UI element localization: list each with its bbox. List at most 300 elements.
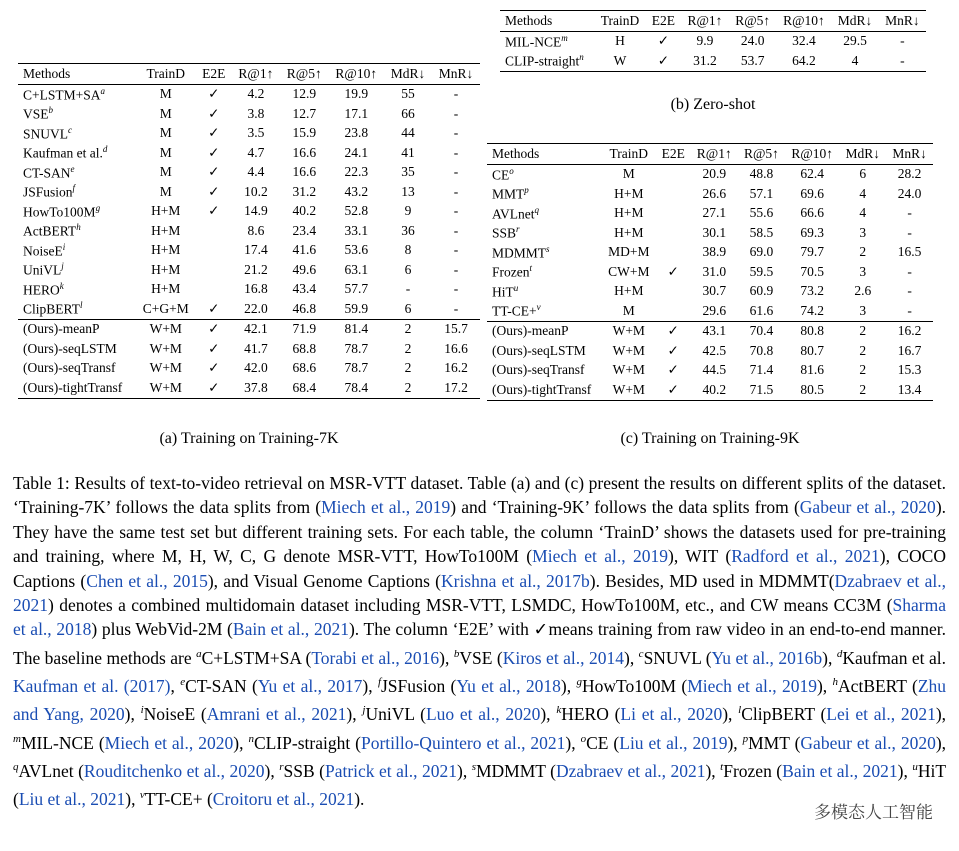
value-cell: 66.6	[800, 205, 825, 221]
column-header: R@5↑	[738, 144, 785, 165]
value-cell: ✓	[656, 380, 691, 400]
value-cell: 53.7	[729, 51, 777, 71]
header-row	[500, 11, 926, 32]
value-cell: 10.2	[244, 183, 268, 199]
value-cell: 59.9	[344, 300, 369, 316]
value-cell	[656, 301, 691, 321]
method-cell: UniVL$^j$	[23, 261, 64, 278]
citation-link[interactable]: Dzabraev et al., 2021	[555, 760, 706, 781]
column-header: R@1↑	[232, 64, 280, 85]
value-cell: 61.6	[749, 302, 774, 318]
value-cell	[196, 221, 232, 241]
column-header: R@10↑	[328, 64, 384, 85]
value-cell: 37.8	[232, 378, 280, 398]
value-cell	[656, 184, 691, 204]
value-cell: 44	[401, 125, 415, 141]
method-cell: $CE^o$	[492, 165, 514, 182]
value-cell: 3.5	[247, 125, 265, 141]
value-cell: 9	[404, 203, 412, 219]
value-cell: 80.7	[800, 342, 825, 358]
value-cell: -	[453, 125, 459, 141]
citation-link[interactable]: Sharma et al., 2018	[13, 595, 946, 640]
value-cell: 16.8	[244, 281, 268, 297]
value-cell: 24.0	[740, 33, 765, 49]
value-cell: 40.2	[691, 380, 738, 400]
citation-link[interactable]: Yu et al., 2018	[456, 675, 561, 696]
value-cell: 4.4	[247, 164, 265, 180]
table-a-caption: (a) Training on Training-7K	[159, 430, 339, 447]
value-cell: H+M	[151, 242, 181, 258]
value-cell: 6	[404, 300, 412, 316]
value-cell: 17.4	[244, 242, 268, 258]
value-cell: 2	[384, 378, 432, 398]
value-cell: ✓	[208, 164, 220, 180]
method-cell: Frozen$^t$	[492, 263, 533, 280]
value-cell: ✓	[208, 340, 220, 356]
citation-link[interactable]: Bain et al., 2021	[232, 619, 349, 640]
value-cell: 30.1	[702, 224, 727, 240]
value-cell: 12.7	[292, 105, 317, 121]
value-cell: 43.4	[292, 281, 317, 297]
value-cell: M	[159, 144, 172, 160]
method-cell: MMT$^p$	[492, 185, 529, 202]
method-cell: ClipBERT$^l$	[23, 300, 83, 317]
value-cell: ✓	[667, 362, 679, 378]
table-row	[18, 339, 480, 359]
value-cell: 2	[839, 380, 886, 400]
value-cell: 16.6	[444, 340, 468, 356]
value-cell: -	[907, 302, 912, 318]
citation-link[interactable]: Chen et al., 2015	[86, 570, 208, 591]
citation-link[interactable]: Patrick et al., 2021	[324, 760, 457, 781]
value-cell: W+M	[612, 342, 645, 358]
value-cell: 4	[831, 51, 878, 71]
value-cell: -	[907, 224, 912, 240]
value-cell: 2	[404, 360, 412, 376]
value-cell: 52.8	[344, 203, 369, 219]
method-cell: (Ours)-meanP	[18, 319, 136, 339]
value-cell: 24.0	[897, 185, 922, 201]
value-cell: 64.2	[777, 51, 832, 71]
value-cell: -	[453, 183, 459, 199]
table-row	[18, 299, 480, 319]
value-cell: M	[159, 183, 172, 199]
value-cell	[196, 241, 232, 261]
table-row	[18, 143, 480, 163]
value-cell: 35	[401, 164, 415, 180]
value-cell: 31.0	[702, 263, 727, 279]
value-cell: 78.7	[344, 360, 369, 376]
method-cell: JSFusion$^f$	[23, 183, 76, 200]
citation-link[interactable]: Rouditchenko et al., 2020	[83, 760, 265, 781]
table-row	[18, 84, 480, 104]
value-cell: H+M	[151, 261, 181, 277]
method-cell: ActBERT$^h$	[23, 222, 81, 239]
citation-link[interactable]: Liu et al., 2019	[619, 732, 728, 753]
value-cell: 57.1	[749, 185, 774, 201]
method-cell: AVLnet$^q$	[492, 204, 539, 221]
table-a-training-7k	[18, 63, 480, 399]
table-row	[487, 184, 933, 204]
column-header: MnR↓	[879, 11, 926, 32]
column-header: TrainD	[594, 11, 646, 32]
value-cell: ✓	[208, 86, 220, 102]
value-cell: -	[453, 86, 459, 102]
citation-link[interactable]: Torabi et al., 2016	[311, 647, 440, 668]
value-cell: 2	[859, 342, 867, 358]
value-cell: -	[907, 283, 912, 299]
table-row	[500, 51, 926, 71]
value-cell: 69.6	[800, 185, 825, 201]
table-row	[487, 282, 933, 302]
value-cell: 3	[859, 263, 867, 279]
method-cell: SNUVL$^c$	[23, 124, 73, 141]
value-cell: 79.7	[800, 244, 825, 260]
value-cell: ✓	[208, 300, 220, 316]
method-cell: Kaufman et al.$^d$	[23, 144, 108, 161]
wechat-watermark: 多模态人工智能	[810, 798, 937, 823]
value-cell: -	[907, 205, 912, 221]
value-cell: -	[453, 203, 459, 219]
method-cell: HERO$^k$	[23, 280, 64, 297]
value-cell: 13	[401, 183, 415, 199]
column-header: E2E	[656, 144, 691, 165]
value-cell: 16.2	[886, 321, 933, 341]
value-cell: 71.5	[738, 380, 785, 400]
table-row	[18, 378, 480, 398]
column-header: E2E	[646, 11, 681, 32]
table-row	[487, 243, 933, 263]
value-cell: -	[453, 222, 459, 238]
citation-link[interactable]: Miech et al., 2019	[321, 497, 451, 518]
value-cell: 9.9	[696, 33, 714, 49]
value-cell: C+G+M	[142, 300, 189, 316]
method-cell: (Ours)-tightTransf	[487, 380, 602, 400]
table-row	[487, 262, 933, 282]
method-cell: CT-SAN$^e$	[23, 163, 75, 180]
column-header: R@1↑	[691, 144, 738, 165]
table-row	[18, 280, 480, 300]
value-cell: 23.4	[292, 222, 317, 238]
table-row	[500, 31, 926, 51]
column-header: Methods	[487, 144, 602, 165]
value-cell: 42.5	[702, 342, 727, 358]
value-cell: 71.9	[280, 319, 328, 339]
value-cell: 16.5	[897, 244, 922, 260]
citation-link[interactable]: Zhu and Yang, 2020	[13, 675, 947, 725]
method-cell: TT-CE+$^v$	[492, 302, 541, 319]
value-cell: H+M	[614, 185, 644, 201]
table-row	[487, 341, 933, 361]
citation-link[interactable]: Miech et al., 2019	[687, 675, 817, 696]
value-cell: CW+M	[608, 263, 650, 279]
value-cell: 2	[839, 321, 886, 341]
value-cell: 70.4	[738, 321, 785, 341]
value-cell: W+M	[149, 360, 182, 376]
value-cell: 16.6	[292, 164, 317, 180]
table-row	[487, 204, 933, 224]
value-cell: 66	[401, 105, 415, 121]
value-cell: 62.4	[800, 166, 825, 182]
value-cell: 68.6	[292, 360, 317, 376]
citation-link[interactable]: Yu et al., 2017	[257, 675, 363, 696]
table-row	[487, 301, 933, 321]
value-cell: 42.0	[244, 360, 268, 376]
value-cell: ✓	[208, 125, 220, 141]
value-cell: ✓	[208, 203, 220, 219]
value-cell: 60.9	[749, 283, 774, 299]
value-cell: 58.5	[749, 224, 774, 240]
value-cell: H+M	[614, 205, 644, 221]
value-cell: 55	[401, 86, 415, 102]
value-cell: 6	[859, 166, 867, 182]
value-cell: MD+M	[608, 244, 650, 260]
value-cell: H+M	[151, 222, 181, 238]
value-cell: 3	[859, 224, 867, 240]
column-header: MnR↓	[432, 64, 480, 85]
header-row	[18, 64, 480, 85]
value-cell: 4.7	[247, 144, 265, 160]
value-cell: M	[159, 105, 172, 121]
citation-link[interactable]: Luo et al., 2020	[425, 704, 541, 725]
value-cell: 4.2	[247, 86, 265, 102]
value-cell: 14.9	[244, 203, 268, 219]
table-row	[18, 319, 480, 339]
method-cell: (Ours)-seqTransf	[492, 362, 585, 378]
table-c-caption: (c) Training on Training-9K	[620, 430, 800, 447]
value-cell: M	[159, 125, 172, 141]
value-cell: 15.7	[432, 319, 480, 339]
value-cell: 46.8	[292, 300, 317, 316]
value-cell: 16.6	[292, 144, 317, 160]
value-cell: 17.2	[432, 378, 480, 398]
value-cell: H+M	[614, 224, 644, 240]
column-header: MnR↓	[886, 144, 933, 165]
value-cell: 57.7	[344, 281, 369, 297]
value-cell: 43.2	[344, 183, 369, 199]
citation-link[interactable]: Portillo-Quintero et al., 2021	[360, 732, 566, 753]
value-cell: 29.6	[702, 302, 727, 318]
value-cell: 55.6	[749, 205, 774, 221]
value-cell: 3	[859, 302, 867, 318]
value-cell: 53.6	[344, 242, 369, 258]
value-cell: 33.1	[344, 222, 369, 238]
value-cell: H+M	[151, 281, 181, 297]
citation-link[interactable]: Gabeur et al., 2020	[799, 497, 936, 518]
method-cell: HiT$^u$	[492, 282, 519, 299]
value-cell: 38.9	[702, 244, 727, 260]
table-row	[18, 260, 480, 280]
column-header: R@5↑	[729, 11, 777, 32]
value-cell: 32.4	[792, 33, 816, 49]
value-cell: 19.9	[344, 86, 369, 102]
column-header: MdR↓	[839, 144, 886, 165]
value-cell: 68.8	[292, 340, 317, 356]
value-cell: -	[453, 242, 459, 258]
value-cell: 2	[404, 340, 412, 356]
value-cell: 2.6	[854, 283, 872, 299]
column-header: TrainD	[602, 144, 656, 165]
citation-link[interactable]: Krishna et al., 2017b	[440, 570, 590, 591]
value-cell: 40.2	[292, 203, 317, 219]
value-cell	[656, 164, 691, 184]
table-row	[487, 380, 933, 400]
citation-link[interactable]: Gabeur et al., 2020	[800, 732, 936, 753]
value-cell: 41.6	[292, 242, 317, 258]
value-cell: ✓	[208, 360, 220, 376]
value-cell: 2	[859, 244, 867, 260]
table-row	[18, 104, 480, 124]
citation-link[interactable]: Kaufman et al. (2017)	[13, 675, 171, 696]
table-b-caption: (b) Zero-shot	[670, 96, 756, 113]
value-cell: W+M	[136, 319, 196, 339]
citation-link[interactable]: Dzabraev et al., 2021	[13, 570, 946, 616]
value-cell: 44.5	[702, 362, 727, 378]
value-cell: 15.3	[897, 362, 922, 378]
table-row	[487, 361, 933, 381]
citation-link[interactable]: Miech et al., 2019	[532, 546, 669, 567]
value-cell: 24.1	[344, 144, 369, 160]
column-header: Methods	[18, 64, 136, 85]
value-cell: 69.3	[800, 224, 825, 240]
value-cell: W	[594, 51, 646, 71]
column-header: Methods	[500, 11, 594, 32]
value-cell: 8	[404, 242, 412, 258]
value-cell: 31.2	[681, 51, 729, 71]
value-cell: -	[453, 164, 459, 180]
value-cell	[656, 282, 691, 302]
value-cell: 41.7	[244, 340, 268, 356]
citation-link[interactable]: Radford et al., 2021	[731, 546, 880, 567]
value-cell: 28.2	[897, 166, 922, 182]
value-cell: -	[907, 263, 912, 279]
column-header: TrainD	[136, 64, 196, 85]
column-header: R@10↑	[777, 11, 832, 32]
value-cell: 13.4	[886, 380, 933, 400]
method-cell: SSB$^r$	[492, 224, 520, 241]
value-cell: 74.2	[800, 302, 825, 318]
citation-link[interactable]: Bain et al., 2021	[782, 760, 898, 781]
value-cell: 17.1	[344, 105, 369, 121]
value-cell	[656, 204, 691, 224]
method-cell: CLIP-straight$^n$	[500, 51, 594, 71]
header-row	[487, 144, 933, 165]
value-cell: 71.4	[749, 362, 774, 378]
value-cell: 16.2	[444, 360, 468, 376]
table-row	[18, 124, 480, 144]
value-cell: W+M	[602, 321, 656, 341]
value-cell: 29.5	[843, 33, 867, 49]
value-cell: 23.8	[344, 125, 369, 141]
value-cell: ✓	[196, 378, 232, 398]
value-cell: M	[159, 86, 172, 102]
value-cell: 22.3	[344, 164, 369, 180]
table-row	[18, 241, 480, 261]
value-cell: -	[453, 105, 459, 121]
value-cell: ✓	[208, 105, 220, 121]
citation-link[interactable]: Kiros et al., 2014	[502, 647, 624, 668]
value-cell: H+M	[614, 283, 644, 299]
value-cell: 41	[401, 144, 415, 160]
citation-link[interactable]: Lei et al., 2021	[826, 704, 936, 725]
value-cell: 78.4	[328, 378, 384, 398]
method-cell: (Ours)-seqTransf	[23, 360, 116, 376]
value-cell: 70.5	[800, 263, 825, 279]
value-cell: -	[453, 261, 459, 277]
value-cell: 12.9	[292, 86, 317, 102]
citation-link[interactable]: Yu et al., 2016b	[711, 647, 823, 668]
citation-link[interactable]: Li et al., 2020	[620, 704, 723, 725]
table-b-zero-shot	[500, 10, 926, 72]
table-row	[487, 164, 933, 184]
value-cell: -	[453, 300, 459, 316]
table-row	[18, 359, 480, 379]
value-cell: ✓	[208, 144, 220, 160]
value-cell: 80.8	[785, 321, 839, 341]
value-cell: 4	[859, 205, 867, 221]
citation-link[interactable]: Liu et al., 2021	[18, 788, 126, 809]
column-header: R@1↑	[681, 11, 729, 32]
value-cell: 31.2	[292, 183, 317, 199]
method-cell: (Ours)-meanP	[487, 321, 602, 341]
method-cell: $C+LSTM+SA^a$	[23, 85, 105, 102]
value-cell: -	[879, 51, 926, 71]
value-cell: W+M	[136, 378, 196, 398]
value-cell: W+M	[612, 362, 645, 378]
value-cell: W+M	[149, 340, 182, 356]
value-cell: H	[615, 33, 625, 49]
value-cell: 26.6	[702, 185, 727, 201]
table-row	[18, 202, 480, 222]
value-cell: ✓	[208, 183, 220, 199]
citation-link[interactable]: Croitoru et al., 2021	[212, 788, 355, 809]
citation-link[interactable]: Miech et al., 2020	[104, 732, 234, 753]
value-cell: 48.8	[749, 166, 774, 182]
value-cell: 81.4	[328, 319, 384, 339]
method-cell: MDMMT$^s$	[492, 243, 550, 260]
value-cell: -	[453, 144, 459, 160]
value-cell: H+M	[151, 203, 181, 219]
value-cell: 30.7	[702, 283, 727, 299]
value-cell: -	[405, 281, 411, 297]
value-cell: 8.6	[247, 222, 265, 238]
value-cell: W+M	[602, 380, 656, 400]
value-cell	[656, 223, 691, 243]
column-header: R@10↑	[785, 144, 839, 165]
value-cell: ✓	[667, 263, 679, 279]
citation-link[interactable]: Amrani et al., 2021	[206, 704, 347, 725]
value-cell: 6	[404, 261, 412, 277]
value-cell	[656, 243, 691, 263]
value-cell: ✓	[656, 321, 691, 341]
value-cell: 20.9	[702, 166, 727, 182]
table-row	[18, 163, 480, 183]
method-cell: (Ours)-tightTransf	[18, 378, 136, 398]
value-cell: ✓	[196, 319, 232, 339]
value-cell: 63.1	[344, 261, 369, 277]
value-cell: 68.4	[280, 378, 328, 398]
value-cell: 36	[401, 222, 415, 238]
value-cell: 80.5	[785, 380, 839, 400]
value-cell: 78.7	[344, 340, 369, 356]
value-cell: M	[622, 166, 635, 182]
column-header: MdR↓	[384, 64, 432, 85]
value-cell: 42.1	[232, 319, 280, 339]
value-cell: 73.2	[800, 283, 825, 299]
method-cell: $HowTo100M^g$	[23, 202, 101, 219]
value-cell: 69.0	[749, 244, 774, 260]
value-cell: ✓	[646, 51, 681, 71]
